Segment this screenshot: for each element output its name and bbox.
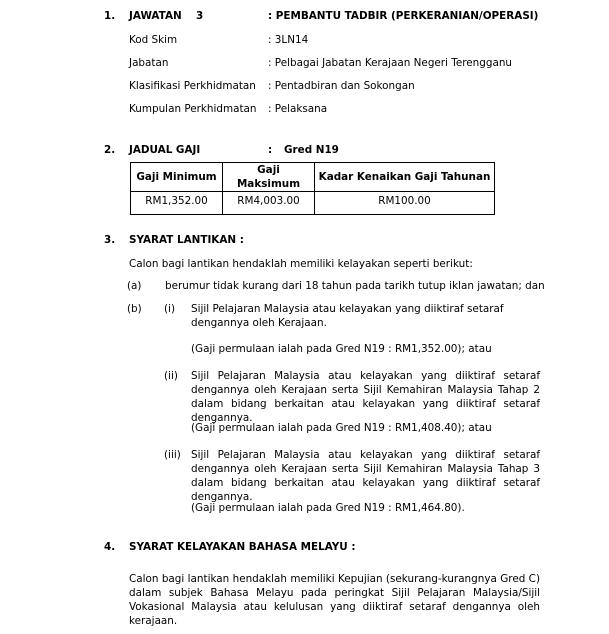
salary-note: (Gaji permulaan ialah pada Gred N19 : RM1,464.80). [191, 502, 465, 514]
section-label-number: 3 [196, 10, 204, 22]
field-value: : Pentadbiran dan Sokongan [268, 80, 415, 92]
table-header: Gaji Maksimum [223, 163, 315, 192]
field-value: : Pelbagai Jabatan Kerajaan Negeri Terengganu [268, 57, 512, 69]
field-label: Kod Skim [129, 34, 178, 46]
list-marker: (b) [127, 303, 142, 315]
field-label: Klasifikasi Perkhidmatan [129, 80, 256, 92]
table-header: Gaji Minimum [131, 163, 223, 192]
section-label: SYARAT KELAYAKAN BAHASA MELAYU : [129, 541, 356, 553]
section-label: JAWATAN [129, 10, 182, 22]
field-label: Jabatan [129, 57, 169, 69]
table-cell: RM1,352.00 [131, 192, 223, 215]
section-number: 2. [104, 144, 116, 156]
section-number: 3. [104, 234, 116, 246]
sublist-item: Sijil Pelajaran Malaysia atau kelayakan yang diiktiraf setaraf dengannya oleh Kerajaan serta Sijil Kemahiran Malaysia Tahap 3 dalam bidang berkaitan atau kelayakan yang diiktiraf setaraf dengannya. [191, 449, 540, 503]
section-number: 4. [104, 541, 116, 553]
section-label: JADUAL GAJI [129, 144, 201, 156]
table-row [131, 192, 495, 215]
table-cell: RM4,003.00 [223, 192, 315, 215]
salary-table [130, 162, 495, 215]
grade-colon: : [268, 144, 273, 156]
list-marker: (a) [127, 280, 142, 292]
salary-note: (Gaji permulaan ialah pada Gred N19 : RM1,352.00); atau [191, 343, 492, 355]
salary-note: (Gaji permulaan ialah pada Gred N19 : RM1,408.40); atau [191, 422, 492, 434]
job-title: : PEMBANTU TADBIR (PERKERANIAN/OPERASI) [268, 10, 539, 22]
sublist-marker: (ii) [164, 370, 178, 382]
field-value: : 3LN14 [268, 34, 309, 46]
table-header: Kadar Kenaikan Gaji Tahunan [315, 163, 495, 192]
field-value: : Pelaksana [268, 103, 328, 115]
sublist-item: Sijil Pelajaran Malaysia atau kelayakan yang diiktiraf setaraf dengannya oleh Kerajaan serta Sijil Kemahiran Malaysia Tahap 2 dalam bidang berkaitan atau kelayakan yang diiktiraf setaraf dengannya. [191, 370, 540, 424]
field-label: Kumpulan Perkhidmatan [129, 103, 257, 115]
paragraph: Calon bagi lantikan hendaklah memiliki kelayakan seperti berikut: [129, 258, 473, 270]
sublist-marker: (i) [164, 303, 175, 315]
table-header-row [131, 163, 495, 192]
section-label: SYARAT LANTIKAN : [129, 234, 244, 246]
list-item: berumur tidak kurang dari 18 tahun pada tarikh tutup iklan jawatan; dan [165, 280, 545, 292]
section-number: 1. [104, 10, 116, 22]
paragraph: Calon bagi lantikan hendaklah memiliki Kepujian (sekurang-kurangnya Gred C) dalam subjek Bahasa Melayu pada peringkat Sijil Pelajaran Malaysia/Sijil Vokasional Malaysia atau kelulusan yang diiktiraf setaraf dengannya oleh kerajaan. [129, 573, 540, 627]
sublist-marker: (iii) [164, 449, 181, 461]
table-cell: RM100.00 [315, 192, 495, 215]
grade-value: Gred N19 [284, 144, 339, 156]
sublist-item: Sijil Pelajaran Malaysia atau kelayakan yang diiktiraf setaraf dengannya oleh Kerajaan. [191, 303, 504, 329]
